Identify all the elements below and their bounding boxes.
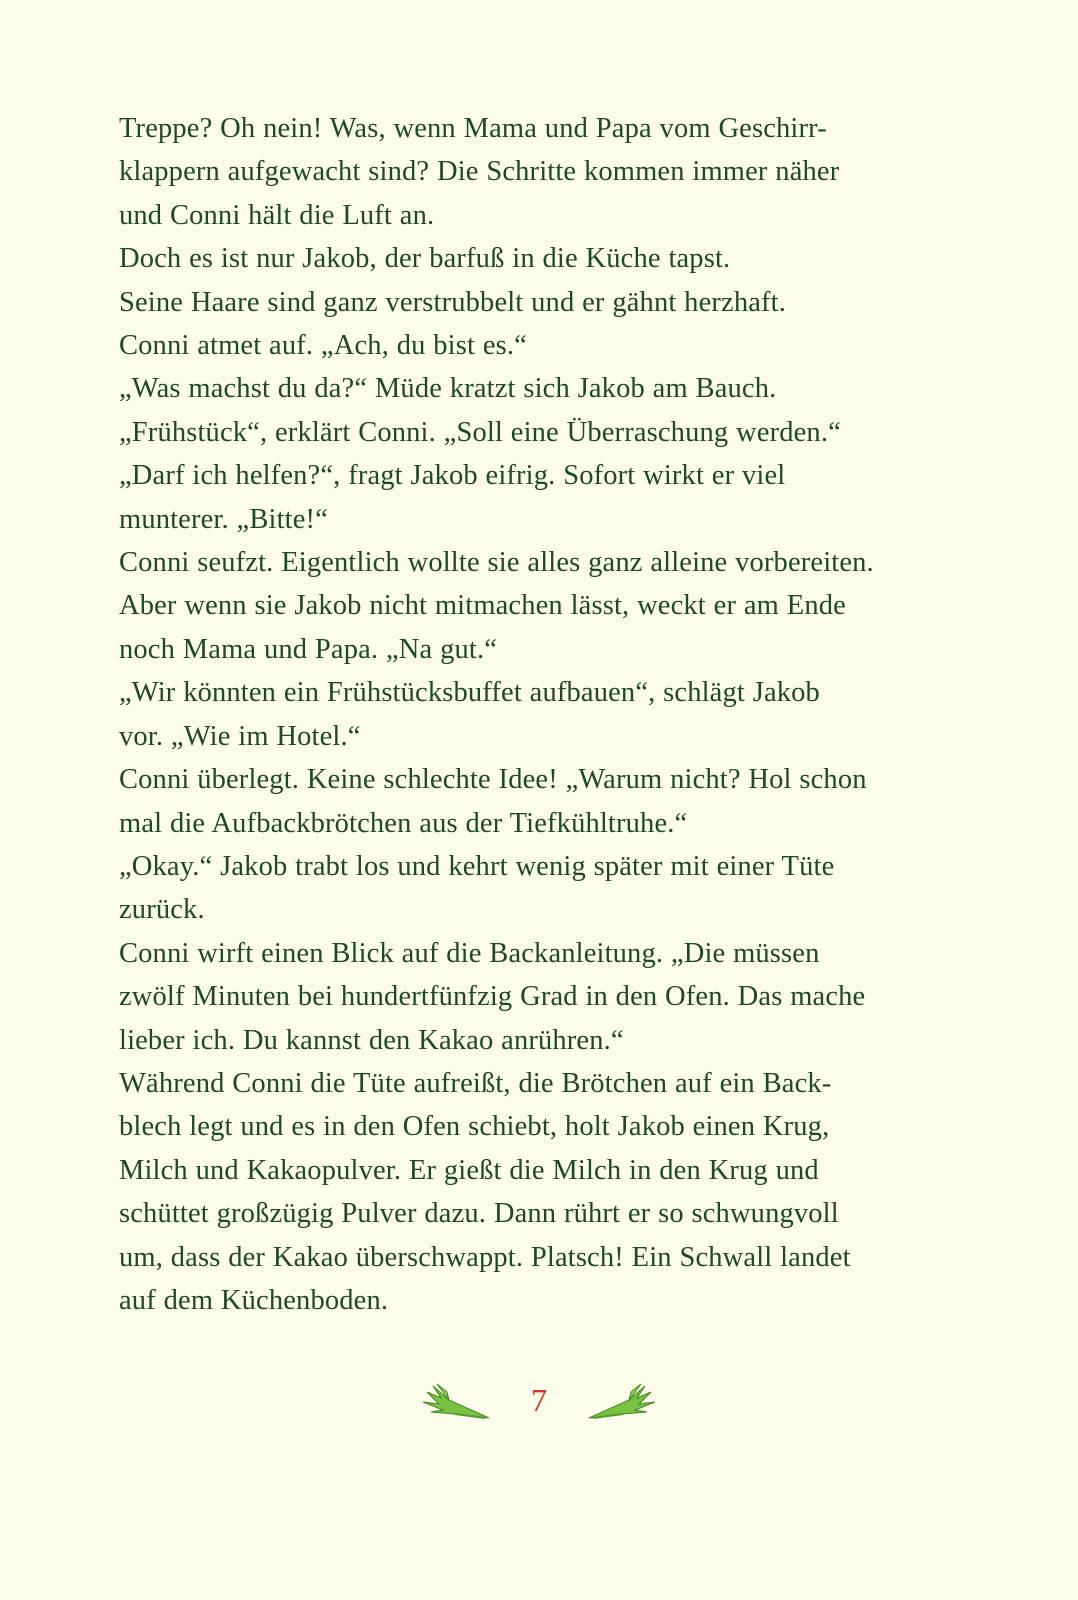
text-line: vor. „Wie im Hotel.“ [119, 720, 361, 752]
text-line: Milch und Kakaopulver. Er gießt die Milch in den Krug und [119, 1154, 819, 1186]
text-line: schüttet großzügig Pulver dazu. Dann rührt er so schwungvoll [119, 1198, 839, 1230]
text-line: mal die Aufbackbrötchen aus der Tiefkühltruhe.“ [119, 807, 688, 839]
text-line: zwölf Minuten bei hundertfünfzig Grad in den Ofen. Das mache [119, 981, 866, 1013]
text-line: munterer. „Bitte!“ [119, 503, 328, 535]
text-line: blech legt und es in den Ofen schiebt, holt Jakob einen Krug, [119, 1111, 830, 1143]
page-number: 7 [531, 1382, 547, 1418]
body-text [119, 107, 959, 1322]
text-line: „Wir könnten ein Frühstücksbuffet aufbauen“, schlägt Jakob [119, 677, 820, 709]
text-line: Seine Haare sind ganz verstrubbelt und er gähnt herzhaft. [119, 286, 787, 318]
text-line: und Conni hält die Luft an. [119, 199, 435, 231]
text-line: „Was machst du da?“ Müde kratzt sich Jakob am Bauch. [119, 373, 777, 405]
text-line: „Frühstück“, erklärt Conni. „Soll eine Überraschung werden.“ [119, 416, 841, 448]
text-line: auf dem Küchenboden. [119, 1284, 389, 1316]
text-line: noch Mama und Papa. „Na gut.“ [119, 633, 498, 665]
text-line: lieber ich. Du kannst den Kakao anrühren.“ [119, 1024, 624, 1056]
text-line: um, dass der Kakao überschwappt. Platsch! Ein Schwall landet [119, 1241, 851, 1273]
fir-twig-icon [419, 1378, 499, 1422]
text-line: „Darf ich helfen?“, fragt Jakob eifrig. Sofort wirkt er viel [119, 460, 786, 492]
text-line: Doch es ist nur Jakob, der barfuß in die Küche tapst. [119, 243, 731, 275]
text-line: Conni wirft einen Blick auf die Backanleitung. „Die müssen [119, 937, 820, 969]
text-line: Conni seufzt. Eigentlich wollte sie alles ganz alleine vorbereiten. [119, 547, 874, 579]
text-line: Conni atmet auf. „Ach, du bist es.“ [119, 330, 527, 362]
text-line: Während Conni die Tüte aufreißt, die Brötchen auf ein Back- [119, 1067, 832, 1099]
text-line: „Okay.“ Jakob trabt los und kehrt wenig später mit einer Tüte [119, 850, 835, 882]
page-footer [0, 1378, 1078, 1422]
text-line: Conni überlegt. Keine schlechte Idee! „Warum nicht? Hol schon [119, 764, 867, 796]
text-line: Aber wenn sie Jakob nicht mitmachen lässt, weckt er am Ende [119, 590, 846, 622]
fir-twig-icon [579, 1378, 659, 1422]
text-line: klappern aufgewacht sind? Die Schritte kommen immer näher [119, 156, 840, 188]
text-line: zurück. [119, 894, 205, 926]
text-line: Treppe? Oh nein! Was, wenn Mama und Papa vom Geschirr- [119, 113, 827, 144]
